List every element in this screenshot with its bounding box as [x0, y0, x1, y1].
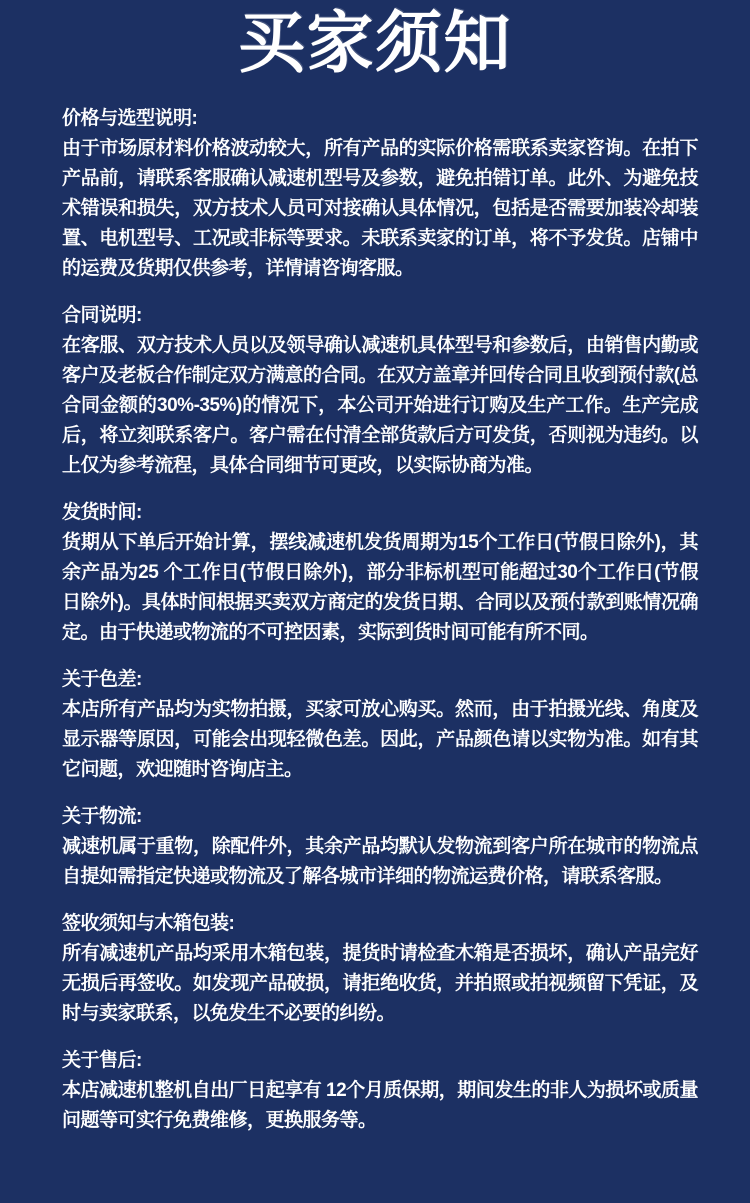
section-heading: 关于色差: [62, 669, 142, 690]
notice-content [0, 104, 750, 1136]
section-body: 在客服、双方技术人员以及领导确认减速机具体型号和参数后，由销售内勤或客户及老板合作制定双方满意的合同。在双方盖章并回传合同且收到预付款(总合同金额的30%-35%)的情况下，本公司开始进行订购及生产工作。生产完成后，将立刻联系客户。客户需在付清全部货款后方可发货，否则视为违约。以上仅为参考流程，具体合同细节可更改，以实际协商为准。 [62, 335, 698, 476]
section-heading: 签收须知与木箱包装: [62, 913, 235, 934]
section-heading: 价格与选型说明: [62, 108, 198, 129]
section-body: 由于市场原材料价格波动较大，所有产品的实际价格需联系卖家咨询。在拍下产品前，请联系客服确认减速机型号及参数，避免拍错订单。此外、为避免技术错误和损失，双方技术人员可对接确认具体情况，包括是否需要加装冷却装置、电机型号、工况或非标等要求。未联系卖家的订单，将不予发货。店铺中的运费及货期仅供参考，详情请咨询客服。 [62, 138, 698, 279]
section-heading: 合同说明: [62, 305, 142, 326]
page-title: 买家须知 [238, 6, 512, 81]
section-shipping-time [62, 498, 698, 648]
section-logistics [62, 802, 698, 892]
section-body: 减速机属于重物，除配件外，其余产品均默认发物流到客户所在城市的物流点自提如需指定快递或物流及了解各城市详细的物流运费价格，请联系客服。 [62, 836, 698, 887]
page-header [0, 0, 750, 80]
section-after-sales [62, 1046, 698, 1136]
section-heading: 关于物流: [62, 806, 142, 827]
section-contract [62, 301, 698, 481]
section-heading: 关于售后: [62, 1050, 142, 1071]
section-body: 所有减速机产品均采用木箱包装，提货时请检查木箱是否损坏，确认产品完好无损后再签收。如发现产品破损，请拒绝收货，并拍照或拍视频留下凭证，及时与卖家联系，以免发生不必要的纠纷。 [62, 943, 698, 1024]
section-receipt-packaging [62, 909, 698, 1029]
section-body: 本店所有产品均为实物拍摄，买家可放心购买。然而，由于拍摄光线、角度及显示器等原因，可能会出现轻微色差。因此，产品颜色请以实物为准。如有其它问题，欢迎随时咨询店主。 [62, 699, 698, 780]
section-body: 本店减速机整机自出厂日起享有 12个月质保期，期间发生的非人为损坏或质量问题等可实行免费维修，更换服务等。 [62, 1080, 698, 1131]
section-color-difference [62, 665, 698, 785]
section-price-selection [62, 104, 698, 284]
section-heading: 发货时间: [62, 502, 142, 523]
section-body: 货期从下单后开始计算，摆线减速机发货周期为15个工作日(节假日除外)，其余产品为25 个工作日(节假日除外)，部分非标机型可能超过30个工作日(节假日除外)。具体时间根据买卖双方商定的发货日期、合同以及预付款到账情况确定。由于快递或物流的不可控因素，实际到货时间可能有所不同。 [62, 532, 698, 643]
